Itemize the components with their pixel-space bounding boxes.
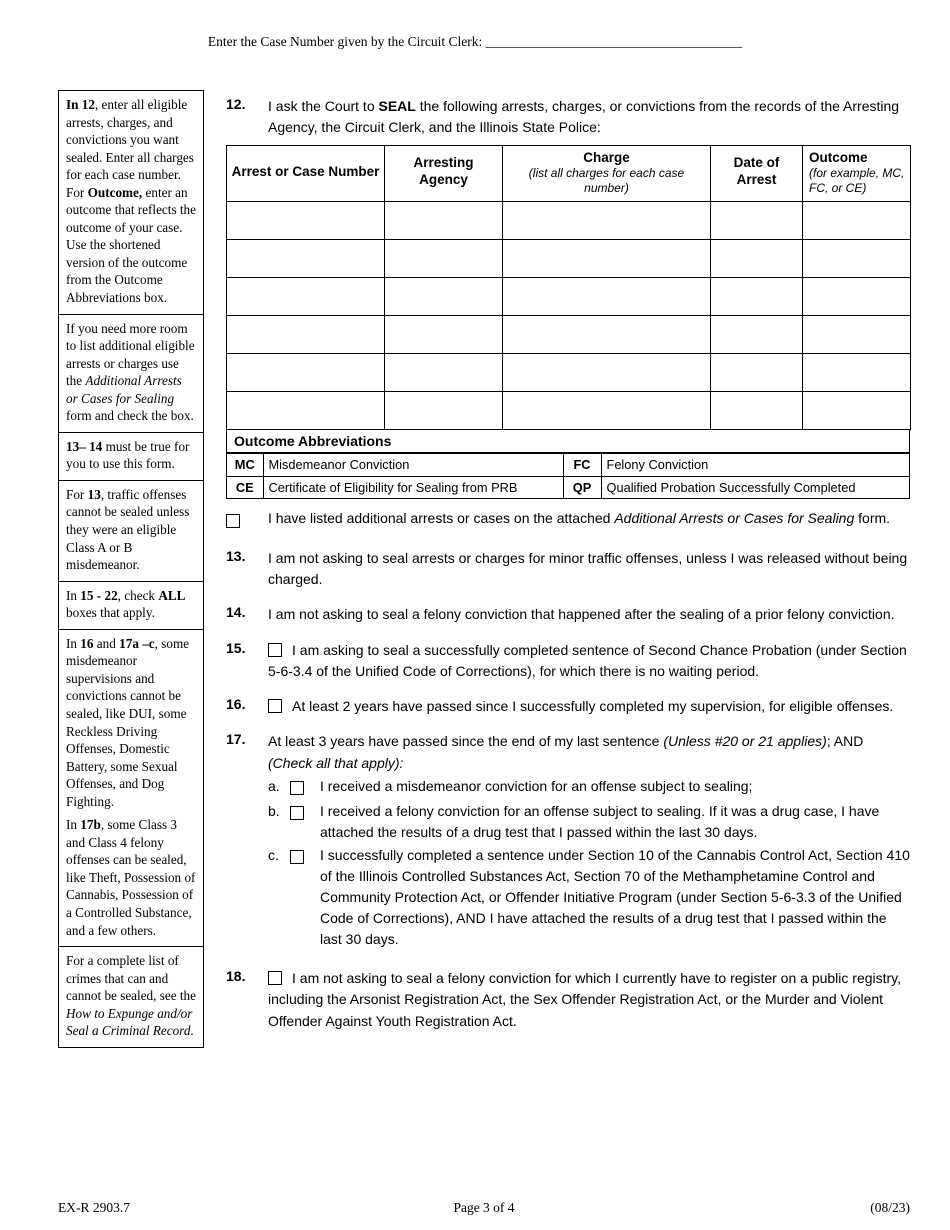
cell-arrest-number[interactable] (227, 240, 385, 278)
col-head-label: Arresting Agency (413, 155, 474, 188)
col-arresting-agency (385, 145, 503, 202)
item-13-text: I am not asking to seal arrests or charges for minor traffic offenses, unless I was released without being charged. (268, 549, 908, 588)
cell-agency[interactable] (385, 202, 503, 240)
cell-outcome[interactable] (803, 202, 911, 240)
cell-outcome[interactable] (803, 316, 911, 354)
item-17b-checkbox-wrap (290, 801, 320, 843)
additional-arrests-checkbox[interactable] (226, 514, 240, 528)
cell-outcome[interactable] (803, 354, 911, 392)
item-17a-label: a. (268, 778, 280, 794)
sidebar-box-13-14: 13– 14 must be true for you to use this form. (59, 433, 203, 481)
sidebar-box-15-22: In 15 - 22, check ALL boxes that apply. (59, 582, 203, 630)
additional-arrests-line (226, 508, 910, 532)
cell-charge[interactable] (503, 202, 711, 240)
item-17-lead-italic: (Unless #20 or 21 applies) (663, 733, 827, 750)
item-16-label: At least 2 years have passed since I successfully completed my supervision, for eligible offenses. (292, 698, 894, 715)
item-14 (226, 604, 910, 625)
cell-outcome[interactable] (803, 278, 911, 316)
item-17b-text: I received a felony conviction for an offense subject to sealing. If it was a drug case, I have attached the results of a drug test that I passed within the last 30 days. (320, 803, 880, 840)
table-row (227, 392, 911, 430)
item-18-checkbox[interactable] (268, 971, 282, 985)
abbrev-desc-ce: Certificate of Eligibility for Sealing from PRB (263, 476, 563, 498)
item-17b-label: b. (268, 803, 280, 819)
col-date-of-arrest (711, 145, 803, 202)
item-16-number: 16. (226, 696, 246, 713)
cell-agency[interactable] (385, 316, 503, 354)
col-outcome (803, 145, 911, 202)
item-18-text (268, 968, 910, 1032)
abbrev-code-mc: MC (227, 454, 263, 476)
footer-form-code: EX-R 2903.7 (58, 1200, 130, 1215)
abbrev-desc-mc: Misdemeanor Conviction (263, 454, 563, 476)
item-17b (268, 801, 910, 843)
item-14-number: 14. (226, 604, 246, 621)
item-15-number: 15. (226, 639, 246, 656)
outcome-abbreviations-title: Outcome Abbreviations (227, 430, 909, 453)
additional-arrests-text (268, 508, 890, 532)
table-row (227, 316, 911, 354)
table-row (227, 354, 911, 392)
col-head-label: Arrest or Case Number (231, 163, 380, 179)
cell-arrest-number[interactable] (227, 202, 385, 240)
sidebar-box-16-17: In 16 and 17a –c, some misdemeanor supervisions and convictions cannot be sealed, like DUI, some Reckless Driving Offenses, Domestic Battery, some Sexual Offenses, and Dog Fighting. In 17b, some Class 3 and Class 4 felony offenses can be sealed, like Theft, Possession of Cannabis, Possession of a Controlled Substance, and a few others. (59, 630, 203, 947)
item-17c-label: c. (268, 847, 279, 863)
sidebar-box-more-room: If you need more room to list additional eligible arrests or charges use the Additional Arrests or Cases for Sealing form and check the box. (59, 315, 203, 433)
item-12-number: 12. (226, 96, 246, 112)
col-head-sublabel: (list all charges for each case number) (528, 166, 685, 195)
col-charge (503, 145, 711, 202)
item-12-text (268, 96, 910, 139)
cell-charge[interactable] (503, 392, 711, 430)
item-17b-checkbox[interactable] (290, 806, 304, 820)
abbrev-desc-qp: Qualified Probation Successfully Completed (601, 476, 909, 498)
footer-revision-date: (08/23) (870, 1200, 910, 1215)
instructions-sidebar (58, 90, 204, 1048)
abbrev-code-qp: QP (563, 476, 601, 498)
col-arrest-or-case-number (227, 145, 385, 202)
item-15-text (268, 640, 910, 683)
col-head-label: Date of Arrest (733, 155, 780, 188)
item-17-number: 17. (226, 731, 246, 748)
item-17 (226, 731, 910, 950)
cell-agency[interactable] (385, 240, 503, 278)
table-row (227, 202, 911, 240)
col-head-sublabel: (for example, MC, FC, or CE) (809, 166, 905, 195)
item-14-text: I am not asking to seal a felony conviction that happened after the sealing of a prior felony conviction. (268, 606, 895, 623)
cell-charge[interactable] (503, 354, 711, 392)
item-12-seal-word: SEAL (378, 98, 416, 114)
item-16-checkbox[interactable] (268, 699, 282, 713)
sidebar-box-12: In 12, enter all eligible arrests, charges, and convictions you want sealed. Enter all charges for each case number. For Outcome, enter an outcome that reflects the outcome of your case. Use the shortened version of the outcome from the Outcome Abbreviations box. (59, 91, 203, 315)
table-row (227, 278, 911, 316)
item-12-text-part1: I ask the Court to (268, 98, 379, 114)
item-17-lead (268, 731, 910, 774)
cell-outcome[interactable] (803, 392, 911, 430)
cell-arrest-number[interactable] (227, 316, 385, 354)
table-row (227, 240, 911, 278)
cell-date[interactable] (711, 354, 803, 392)
item-17c-checkbox-wrap (290, 845, 320, 950)
abbrev-code-ce: CE (227, 476, 263, 498)
cell-charge[interactable] (503, 278, 711, 316)
cell-outcome[interactable] (803, 240, 911, 278)
item-17-lead-italic2: (Check all that apply): (268, 754, 404, 771)
sidebar-box-complete-list: For a complete list of crimes that can and cannot be sealed, see the How to Expunge and/or Seal a Criminal Record. (66, 953, 196, 1039)
footer-page-number: Page 3 of 4 (453, 1200, 515, 1215)
cell-arrest-number[interactable] (227, 392, 385, 430)
item-17c-text: I successfully completed a sentence under Section 10 of the Cannabis Control Act, Section 410 of the Illinois Controlled Substances Act, Section 70 of the Methamphetamine Control and Community Protection Act, or Offender Initiative Program (under Section 5-6-3.3 of the Unified Code of Corrections), AND I have attached the results of a drug test that I passed within the last 30 days. (320, 847, 910, 947)
cell-agency[interactable] (385, 278, 503, 316)
case-number-header: Enter the Case Number given by the Circuit Clerk: ______________________________________ (207, 34, 743, 49)
item-13-number: 13. (226, 547, 246, 564)
item-12-text-part2: the following arrests, charges, or convictions from the records of the Arresting Agency, the Circuit Clerk, and the Illinois State Police: (268, 98, 900, 136)
abbrev-desc-fc: Felony Conviction (601, 454, 909, 476)
item-17a-checkbox-wrap (290, 776, 320, 799)
abbrev-row (227, 454, 909, 476)
cell-date[interactable] (711, 202, 803, 240)
arrest-table-header-row (227, 145, 911, 202)
col-head-label: Outcome (809, 149, 868, 165)
cell-agency[interactable] (385, 354, 503, 392)
item-18-number: 18. (226, 968, 246, 984)
item-17-lead-part1: At least 3 years have passed since the end of my last sentence (268, 733, 664, 750)
item-15-label: I am asking to seal a successfully completed sentence of Second Chance Probation (under Section 5-6-3.4 of the Unified Code of Corrections), for which there is no waiting period. (268, 641, 907, 679)
cell-date[interactable] (711, 278, 803, 316)
item-16-text (268, 696, 910, 717)
item-13 (226, 548, 910, 591)
cell-date[interactable] (711, 392, 803, 430)
cell-arrest-number[interactable] (227, 354, 385, 392)
item-15-checkbox[interactable] (268, 643, 282, 657)
item-17c (268, 845, 910, 950)
item-18 (226, 968, 910, 1032)
cell-date[interactable] (711, 240, 803, 278)
item-17c-checkbox[interactable] (290, 850, 304, 864)
sidebar-box-13: For 13, traffic offenses cannot be sealed unless they were an eligible Class A or B misdemeanor. (59, 481, 203, 582)
cell-date[interactable] (711, 316, 803, 354)
item-17-lead-part2: ; AND (826, 733, 864, 750)
additional-arrests-text-part2: form. (854, 509, 891, 526)
item-18-label: I am not asking to seal a felony conviction for which I currently have to register on a public registry, including the Arsonist Registration Act, the Sex Offender Registration Act, or the Murder and Violent Offender Against Youth Registration Act. (268, 970, 902, 1029)
item-16 (226, 696, 910, 717)
item-17a-text: I received a misdemeanor conviction for an offense subject to sealing; (320, 778, 753, 794)
item-15 (226, 640, 910, 683)
additional-arrests-text-part1: I have listed additional arrests or cases on the attached (268, 509, 615, 526)
col-head-label: Charge (583, 149, 630, 165)
item-12 (226, 96, 910, 139)
cell-charge[interactable] (503, 316, 711, 354)
outcome-abbreviations-table (227, 453, 909, 498)
cell-arrest-number[interactable] (227, 278, 385, 316)
abbrev-code-fc: FC (563, 454, 601, 476)
additional-arrests-checkbox-wrap (226, 508, 268, 532)
item-17a-checkbox[interactable] (290, 781, 304, 795)
cell-charge[interactable] (503, 240, 711, 278)
abbrev-row (227, 476, 909, 498)
additional-arrests-form-name: Additional Arrests or Cases for Sealing (614, 509, 855, 526)
form-body (226, 96, 910, 1046)
outcome-abbreviations-box (226, 430, 910, 499)
cell-agency[interactable] (385, 392, 503, 430)
item-17a (268, 776, 910, 799)
arrest-table (226, 145, 911, 431)
